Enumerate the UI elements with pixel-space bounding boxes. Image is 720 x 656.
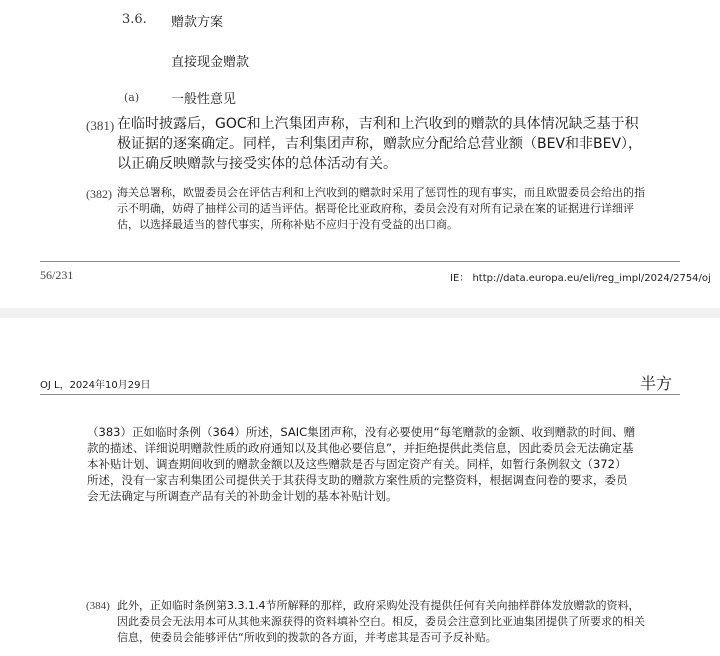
paragraph-text: 此外，正如临时条例第3.3.1.4节所解释的那样，政府采购处没有提供任何有关向抽样群体发放赠款的资料，因此委员会无法用本可从其他来源获得的资料填补空白。相反，委员会注意到比亚迪集团提供了所要求的相关信息，使委员会能够评估“所收到的拨款的各方面，并考虑其是否可予反补贴。 xyxy=(117,599,645,644)
paragraph-number: (381) xyxy=(86,118,115,133)
paragraph-text: 在临时披露后，GOC和上汽集团声称，吉利和上汽收到的赠款的具体情况缺乏基于积极证据的逐案确定。同样，吉利集团声称，赠款应分配给总营业额（BEV和非BEV），以正确反映赠款与接受实体的总体活动有关。 xyxy=(117,116,643,172)
header-right: 半方 xyxy=(640,374,673,393)
header-left: OJ L，2024年10月29日 xyxy=(40,380,151,391)
paragraph-383 xyxy=(87,424,637,504)
paragraph-384 xyxy=(86,598,646,646)
paragraph-number: (384) xyxy=(86,600,110,612)
item-title: 一般性意见 xyxy=(171,92,237,107)
section-number: 3.6. xyxy=(122,12,147,27)
subsection-title: 直接现金赠款 xyxy=(171,55,250,70)
paragraph-number: (382) xyxy=(86,187,112,201)
header-divider xyxy=(40,394,680,395)
bottom-page xyxy=(0,318,720,656)
paragraph-381 xyxy=(86,114,646,174)
paragraph-text: （383）正如临时条例（364）所述，SAIC集团声称，没有必要使用“每笔赠款的金额、收到赠款的时间、赠款的描述、详细说明赠款性质的政府通知以及其他必要信息”，并拒绝提供此类信息，因此委员会无法确定基本补贴计划、调查期间收到的赠款金额以及这些赠款是否与固定资产有关。同样，如暂行条例叙文（372）所述，没有一家吉利集团公司提供关于其获得支助的赠款方案性质的完整资料，根据调查问卷的要求，委员会无法确定与所调查产品有关的补助金计划的基本补贴计划。 xyxy=(87,425,636,503)
item-letter: (a) xyxy=(124,91,140,104)
footer-url-link[interactable]: IE： http://data.europa.eu/eli/reg_impl/2024/2754/oj xyxy=(450,273,711,284)
section-title: 赠款方案 xyxy=(171,15,224,30)
paragraph-text: 海关总署称，欧盟委员会在评估吉利和上汽收到的赠款时采用了惩罚性的现有事实，而且欧盟委员会给出的指示不明确，妨碍了抽样公司的适当评估。据哥伦比亚政府称，委员会没有对所有记录在案的证据进行详细评估，以选择最适当的替代事实，所称补贴不应归于没有受益的出口商。 xyxy=(117,186,645,231)
top-page xyxy=(0,0,720,308)
footer-divider xyxy=(40,261,680,262)
page-separator xyxy=(0,308,720,318)
paragraph-382 xyxy=(86,185,646,233)
footer-page-number: 56/231 xyxy=(40,268,74,282)
